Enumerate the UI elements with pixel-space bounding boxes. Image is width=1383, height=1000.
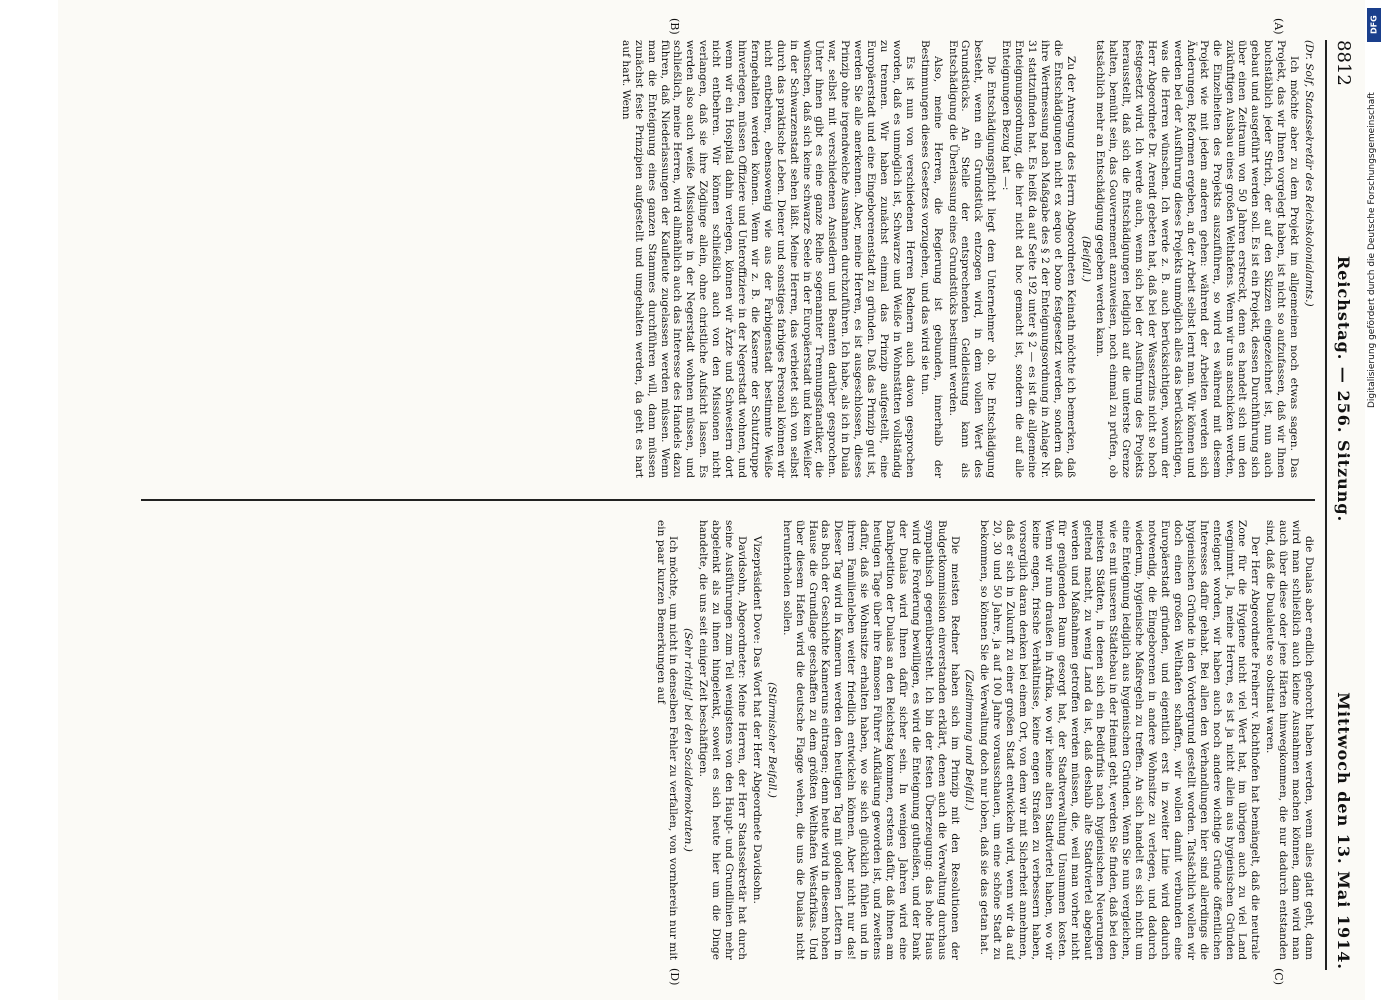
dfg-credit-text: Digitalisierung gefördert durch die Deutsche Forschungsgemeinschaft xyxy=(1367,92,1377,408)
paragraph: Davidsohn, Abgeordneter: Meine Herren, der Herr Staatssekretär hat durch seine Ausführungen zum Teil wenigstens von den Haupt- und Grundlinien mehr abgelenkt als zu ihnen hingelenkt, soweit es sich heute hier um die Dinge handelte, die uns seit einiger Zeit beschäftigen. xyxy=(697,520,749,960)
left-column xyxy=(141,40,1315,478)
paragraph: Die meisten Redner haben sich im Prinzip mit den Resolutionen der Budgetkommission einverstanden erklärt, denen auch die Verwaltung durchaus sympathisch gegenübersteht. Ich bin der festen Überzeugung: das hohe Haus wird die Forderung bewilligen, es wird die Enteignung gutheißen, und der Dank der Dualas wird Ihnen dafür sicher sein. In wenigen Jahren wird eine Dankpetition der Dualas an den Reichstag kommen, erstens dafür, daß ihnen am heutigen Tage über ihre famosen Führer Aufklärung geworden ist, und zweitens dafür, daß sie Wohnsitze erhalten haben, wo sie sich glücklich fühlen und in ihrem Familienleben weiter friedlich entwickeln können. Aber nicht nur das! Dieser Tag wird in Kamerun werden den heutigen Tag mit goldenen Lettern in das Buch der Geschichte Kameruns eintragen; denn heute wird in diesem hohen Hause die Grundlage geschaffen zu dem größten Welthafen Westafrikas. Und über diesem Hafen wird die deutsche Flagge wehen, die uns die Dualas nicht herunterholen sollen. xyxy=(780,520,961,960)
margin-marker-b: (B) xyxy=(668,18,681,35)
dfg-logo: DFG xyxy=(1367,8,1381,42)
right-column xyxy=(141,520,1315,960)
speaker-note: (Dr. Solf, Staatssekretär des Reichskolonialamts.) xyxy=(1303,40,1315,307)
column-divider xyxy=(141,499,1315,501)
margin-marker-c: (C) xyxy=(1272,968,1285,985)
left-title: Reichstag. — 256. Sitzung. xyxy=(1334,255,1354,523)
paragraph: die Dualas aber endlich gehorcht haben werden, wenn alles glatt geht, dann wird man schließlich auch kleine Ausnahmen machen können, dann wird man auch über diese oder jene Härten hinwegkommen, die nur dadurch entstanden sind, daß die Dualaleute so obstinat waren. xyxy=(1264,520,1315,960)
applause-note: (Sehr richtig! bei den Sozialdemokraten.) xyxy=(682,628,695,852)
paragraph: Vizepräsident Dove: Das Wort hat der Herr Abgeordnete Davidsohn. xyxy=(750,536,763,904)
paragraph: Ich möchte, um nicht in denselben Fehler zu verfallen, von vornherein nur mit ein paar kurzen Bemerkungen auf xyxy=(654,520,680,960)
paragraph: Also, meine Herren, die Regierung ist gebunden, innerhalb der Bestimmungen dieses Gesetzes vorzugehen, und das wird sie tun. xyxy=(918,40,944,478)
page-number: 8812 xyxy=(1333,40,1355,86)
rotated-page-content xyxy=(111,0,1381,1000)
paragraph: Der Herr Abgeordnete Freiherr v. Richthofen hat bemängelt, daß die neutrale Zone für die Hygiene nicht viel Wert hat, im übrigen auch zu viel Land wegnimmt. Ja, meine Herren, es ist ja nicht allein aus hygienischen Gründen enteignet worden, wir haben auch noch andere wichtige Gründe öffentlichen Interesses dafür gehabt. Bei allen den Verhandlungen hier sind allerdings die hygienischen Gründe in den Vordergrund gestellt worden. Tatsächlich wollen wir doch einen großen Welthafen schaffen, wir wollen damit verbunden eine Europäerstadt gründen, und eigentlich erst in zweiter Linie wird dadurch notwendig, die Eingeborenen in andere Wohnsitze zu verlegen, und dadurch wiederum, hygienische Maßregeln zu treffen. An sich handelt es sich nicht um eine Enteignung lediglich aus hygienischen Gründen. Wenn Sie nun vergleichen, wie es mit unseren Städtebau in der Heimat geht, werden Sie finden, daß bei den meisten Städten, in denen sich ein Bedürfnis nach hygienischen Neuerungen geltend macht, zu wenig Land da ist, daß deshalb alte Stadtviertel abgebaut werden und Maßnahmen getroffen werden müssen, die, weil man vorher nicht für genügenden Raum gesorgt hat, der Stadtverwaltung Unsummen kosten. Wenn wir nun draußen in Afrika, wo wir keine alten Stadtviertel haben, wo wir keine engen, frische Verhältnisse, keine engen Straßen zu verbessern haben, vorsorglich daran denken bei einem Ort, von dem wir mit Sicherheit annehmen, daß er sich in Zukunft zu einer großen Stadt entwickeln wird, wenn wir da auf 20, 30 und 50 Jahre, ja auf 100 Jahre vorausschauen, um eine schöne Stadt zu bekommen, so können Sie die Verwaltung doch nur loben, daß sie das getan hat. xyxy=(978,520,1262,960)
margin-marker-a: (A) xyxy=(1272,18,1285,35)
scanned-page xyxy=(58,0,1365,1000)
page-header xyxy=(1325,40,1361,970)
margin-marker-d: (D) xyxy=(668,968,681,986)
quoted-paragraph: Die Entschädigungspflicht liegt dem Unternehmer ob. Die Entschädigung besteht, wenn ein Grundstück entzogen wird, in dem vollen Wert des Grundstücks. An Stelle der entsprechenden Geldleistung kann als Entschädigung die Überlassung eines Grundstücks bestimmt werden. xyxy=(946,40,998,478)
paragraph: Zu der Anregung des Herrn Abgeordneten Keinath möchte ich bemerken, daß die Entschädigungen nicht ex aequo et bono festgesetzt werden, sondern daß ihre Wertmessung nach Maßgabe des § 2 der Enteignungsordnung in Anlage Nr. 31 stattzufinden hat. Es heißt da auf Seite 192 unter § 2 — es ist die allgemeine Enteignungsordnung, die hier nicht ad hoc gemacht ist, sondern die auf alle Enteignungen Bezug hat —: xyxy=(1000,40,1077,478)
right-title: Mittwoch den 13. Mai 1914. xyxy=(1334,692,1354,970)
dfg-credit-strip xyxy=(1367,8,1381,988)
applause-note: (Beifall.) xyxy=(1079,235,1092,283)
applause-note: (Zustimmung und Beifall.) xyxy=(963,669,976,811)
paragraph: Ich möchte aber zu dem Projekt im allgemeinen noch etwas sagen. Das Projekt, das wir Ihnen vorgelegt haben, ist nicht so aufzufassen, daß wir Ihnen buchstäblich jeder Strich, der auf den Skizzen eingezeichnet ist, nun auch gebaut und ausgeführt werden soll. Es ist ein Projekt, dessen Durchführung sich über einen Zeitraum von 50 Jahren erstreckt, denn es handelt sich um den zukünftigen Ausbau eines großen Welthafens. Wenn wir uns anschicken werden, die Einzelheiten des Projekts auszuführen, so wird es während mit diesem Projekt wie mit jedem anderen gehen: während der Arbeiten werden sich Änderungen, Reformen ergeben, an der Arbeit selbst lernt man. Wir können und werden bei der Ausführung dieses Projekts unmöglich alles das berücksichtigen, was die Herren wünschen. Ich werde z. B. auch berücksichtigen, worum der Herr Abgeordnete Dr. Arendt gebeten hat, daß bei der Wasserzins nicht so hoch festgesetzt wird. Ich werde auch, wenn sich bei der Ausführung des Projekts herausstellt, daß sich die Entschädigungen lediglich auf die unterste Grenze halten, bemüht sein, das Gouvernement anzuweisen, noch einmal zu prüfen, ob tatsächlich mehr an Entschädigung gegeben werden kann. xyxy=(1094,40,1301,478)
applause-note: (Stürmischer Beifall.) xyxy=(765,682,778,798)
paragraph: Es ist nun von verschiedenen Herren Rednern auch davon gesprochen worden, daß es unmöglich ist, Schwarze und Weiße in Wohnstätten vollständig zu trennen. Wir haben zunächst einmal das Prinzip aufgestellt, eine Europäerstadt und eine Eingeborenenstadt zu gründen. Daß das Prinzip gut ist, werden Sie alle anerkennen. Aber, meine Herren, es ist ausgeschlossen, dieses Prinzip ohne irgendwelche Ausnahmen durchzuführen. Ich habe, als ich in Duala war, selbst mit verschiedenen Ansiedlern und Beamten darüber gesprochen. Unter ihnen gibt es eine ganze Reihe sogenannter Trennungsfanatiker, die wünschen, daß sich keine schwarze Seele in der Europäerstadt und kein Weißer in der Schwarzenstadt sehen läßt. Meine Herren, das verbietet sich von selbst durch das praktische Leben. Diener und sonstiges farbiges Personal können wir nicht entbehren, ebensowenig wie aus der Farbigenstadt bestimmte Weiße ferngehalten werden können. Wenn wir z. B. die Kaserne der Schutztruppe hinverlegen, müssen Offiziere und Unteroffiziere in der Negerstadt wohnen, und wenn wir ein Hospital dahin verlegen, können wir Ärzte und Schwestern dort nicht entbehren. Wir können schließlich auch von den Missionen nicht verlangen, daß sie ihre Zöglinge allein, ohne christliche Aufsicht lassen. Es werden also auch weiße Missionare in der Negerstadt wohnen müssen, und schließlich, meine Herren, wird allmählich auch das Interesse des Handels dazu führen, daß Niederlassungen der Kaufleute zugelassen werden müssen. Wenn man die Enteignung eines ganzen Stammes durchführen will, dann müssen zunächst feste Prinzipien aufgestellt und umgehalten werden, da geht es hart auf hart. Wenn xyxy=(619,40,916,478)
